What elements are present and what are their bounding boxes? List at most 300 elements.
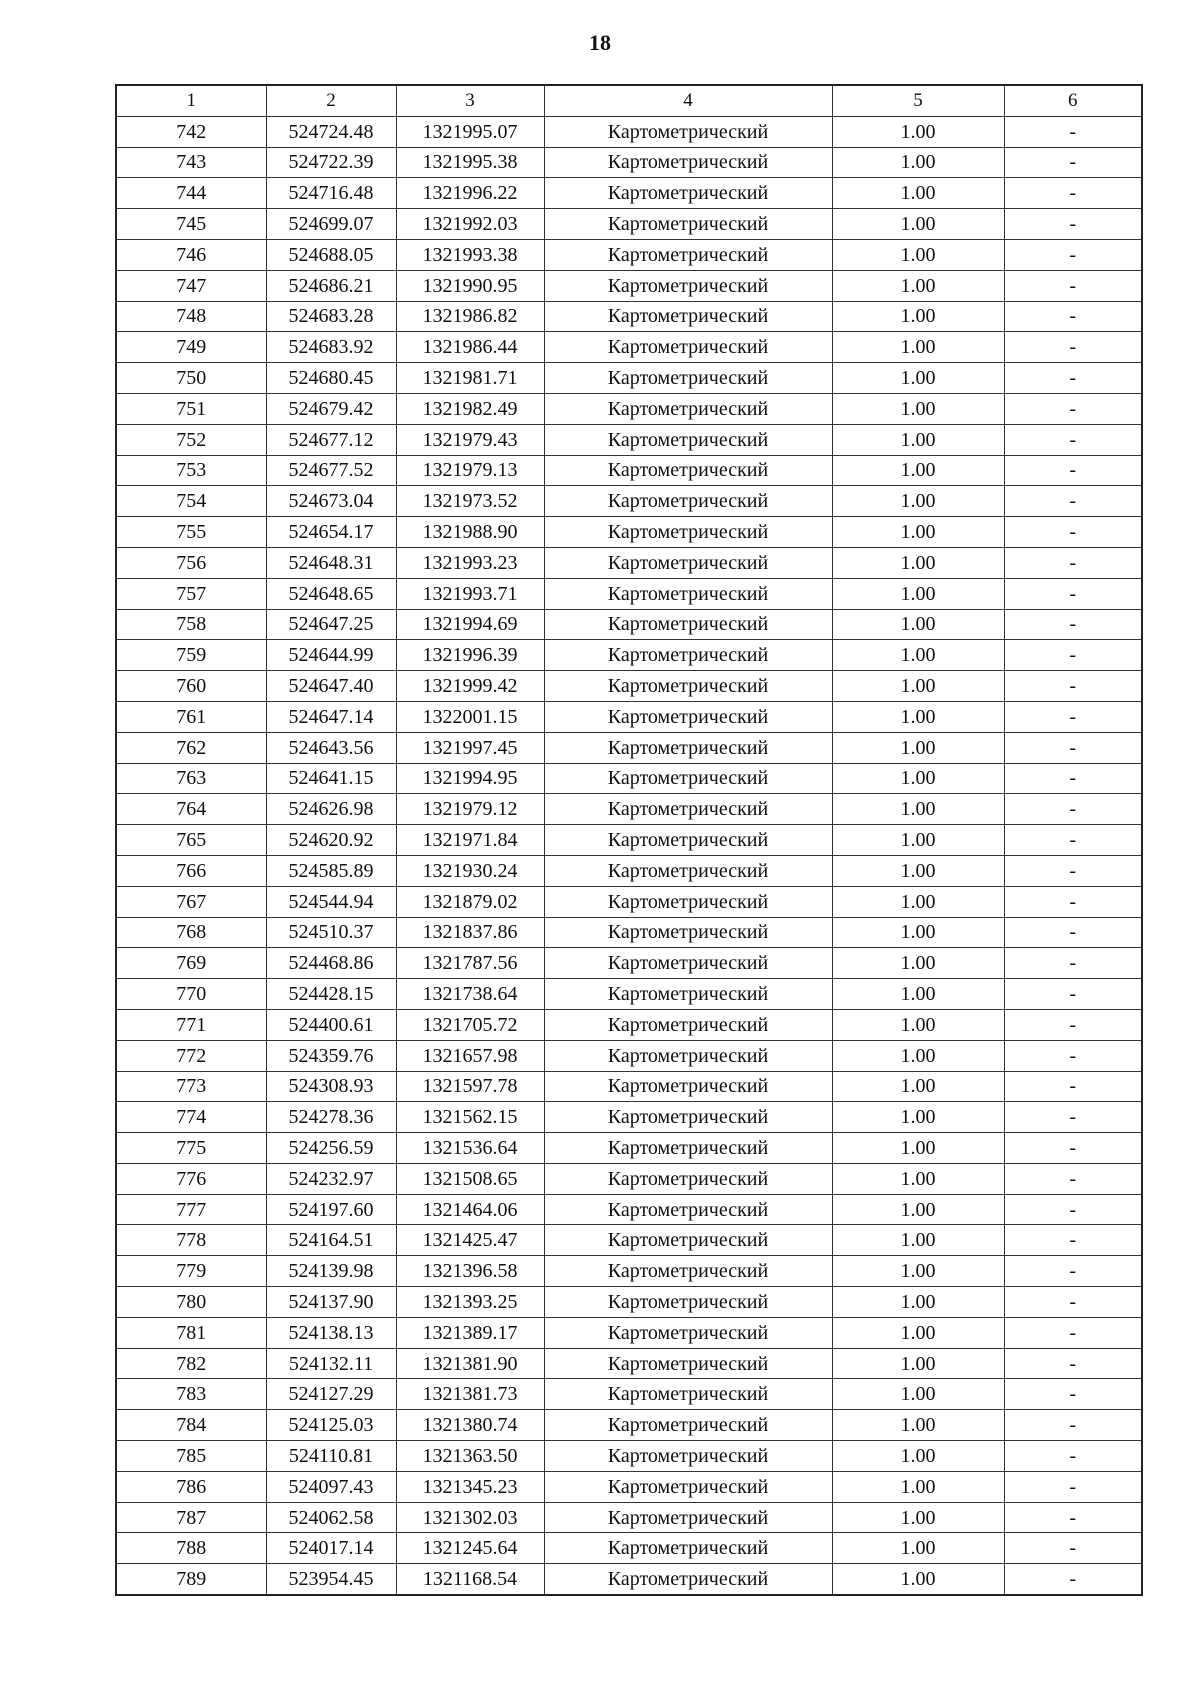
point-number-cell: 785 — [116, 1441, 266, 1472]
table-row — [116, 1533, 1142, 1564]
y-coordinate-cell: 1321302.03 — [396, 1502, 544, 1533]
accuracy-cell: 1.00 — [832, 1102, 1004, 1133]
y-coordinate-cell: 1321988.90 — [396, 517, 544, 548]
table-row — [116, 1317, 1142, 1348]
x-coordinate-cell: 524677.12 — [266, 424, 396, 455]
method-cell: Картометрический — [544, 393, 832, 424]
accuracy-cell: 1.00 — [832, 1564, 1004, 1595]
table-row — [116, 1441, 1142, 1472]
y-coordinate-cell: 1321993.71 — [396, 578, 544, 609]
table-row — [116, 1133, 1142, 1164]
table-row — [116, 486, 1142, 517]
note-cell: - — [1004, 948, 1142, 979]
point-number-cell: 773 — [116, 1071, 266, 1102]
table-row — [116, 1348, 1142, 1379]
table-row — [116, 1163, 1142, 1194]
y-coordinate-cell: 1321597.78 — [396, 1071, 544, 1102]
x-coordinate-cell: 524683.92 — [266, 332, 396, 363]
y-coordinate-cell: 1321979.43 — [396, 424, 544, 455]
point-number-cell: 745 — [116, 209, 266, 240]
table-row — [116, 701, 1142, 732]
table-row — [116, 116, 1142, 147]
x-coordinate-cell: 524647.25 — [266, 609, 396, 640]
note-cell: - — [1004, 547, 1142, 578]
note-cell: - — [1004, 1410, 1142, 1441]
table-row — [116, 671, 1142, 702]
table-row — [116, 578, 1142, 609]
accuracy-cell: 1.00 — [832, 1256, 1004, 1287]
x-coordinate-cell: 524585.89 — [266, 855, 396, 886]
table-row — [116, 332, 1142, 363]
point-number-cell: 784 — [116, 1410, 266, 1441]
point-number-cell: 743 — [116, 147, 266, 178]
point-number-cell: 781 — [116, 1317, 266, 1348]
point-number-cell: 753 — [116, 455, 266, 486]
table-row — [116, 1410, 1142, 1441]
x-coordinate-cell: 524428.15 — [266, 979, 396, 1010]
point-number-cell: 754 — [116, 486, 266, 517]
accuracy-cell: 1.00 — [832, 979, 1004, 1010]
method-cell: Картометрический — [544, 825, 832, 856]
x-coordinate-cell: 524232.97 — [266, 1163, 396, 1194]
page-number: 18 — [589, 30, 611, 55]
x-coordinate-cell: 524648.31 — [266, 547, 396, 578]
accuracy-cell: 1.00 — [832, 732, 1004, 763]
y-coordinate-cell: 1321425.47 — [396, 1225, 544, 1256]
accuracy-cell: 1.00 — [832, 609, 1004, 640]
x-coordinate-cell: 524359.76 — [266, 1040, 396, 1071]
table-row — [116, 1502, 1142, 1533]
table-row — [116, 886, 1142, 917]
method-cell: Картометрический — [544, 1163, 832, 1194]
x-coordinate-cell: 524017.14 — [266, 1533, 396, 1564]
method-cell: Картометрический — [544, 209, 832, 240]
note-cell: - — [1004, 1102, 1142, 1133]
note-cell: - — [1004, 1533, 1142, 1564]
note-cell: - — [1004, 178, 1142, 209]
table-row — [116, 1564, 1142, 1595]
method-cell: Картометрический — [544, 301, 832, 332]
table-row — [116, 517, 1142, 548]
point-number-cell: 748 — [116, 301, 266, 332]
y-coordinate-cell: 1321738.64 — [396, 979, 544, 1010]
note-cell: - — [1004, 1163, 1142, 1194]
x-coordinate-cell: 524647.14 — [266, 701, 396, 732]
accuracy-cell: 1.00 — [832, 1533, 1004, 1564]
method-cell: Картометрический — [544, 578, 832, 609]
table-row — [116, 640, 1142, 671]
y-coordinate-cell: 1321705.72 — [396, 1009, 544, 1040]
accuracy-cell: 1.00 — [832, 1040, 1004, 1071]
point-number-cell: 780 — [116, 1287, 266, 1318]
accuracy-cell: 1.00 — [832, 640, 1004, 671]
accuracy-cell: 1.00 — [832, 1441, 1004, 1472]
method-cell: Картометрический — [544, 701, 832, 732]
point-number-cell: 756 — [116, 547, 266, 578]
point-number-cell: 760 — [116, 671, 266, 702]
table-row — [116, 363, 1142, 394]
note-cell: - — [1004, 424, 1142, 455]
point-number-cell: 772 — [116, 1040, 266, 1071]
table-row — [116, 239, 1142, 270]
point-number-cell: 778 — [116, 1225, 266, 1256]
note-cell: - — [1004, 393, 1142, 424]
x-coordinate-cell: 524308.93 — [266, 1071, 396, 1102]
method-cell: Картометрический — [544, 671, 832, 702]
y-coordinate-cell: 1321508.65 — [396, 1163, 544, 1194]
note-cell: - — [1004, 301, 1142, 332]
table-row — [116, 1071, 1142, 1102]
y-coordinate-cell: 1321971.84 — [396, 825, 544, 856]
table-row — [116, 147, 1142, 178]
note-cell: - — [1004, 1471, 1142, 1502]
y-coordinate-cell: 1321996.22 — [396, 178, 544, 209]
note-cell: - — [1004, 1133, 1142, 1164]
method-cell: Картометрический — [544, 794, 832, 825]
note-cell: - — [1004, 1225, 1142, 1256]
method-cell: Картометрический — [544, 486, 832, 517]
table-row — [116, 1009, 1142, 1040]
table-row — [116, 794, 1142, 825]
point-number-cell: 755 — [116, 517, 266, 548]
y-coordinate-cell: 1321993.23 — [396, 547, 544, 578]
accuracy-cell: 1.00 — [832, 886, 1004, 917]
y-coordinate-cell: 1321363.50 — [396, 1441, 544, 1472]
y-coordinate-cell: 1321879.02 — [396, 886, 544, 917]
point-number-cell: 774 — [116, 1102, 266, 1133]
method-cell: Картометрический — [544, 640, 832, 671]
method-cell: Картометрический — [544, 424, 832, 455]
table-row — [116, 178, 1142, 209]
table-row — [116, 1102, 1142, 1133]
table-row — [116, 609, 1142, 640]
column-header: 3 — [396, 85, 544, 116]
x-coordinate-cell: 524716.48 — [266, 178, 396, 209]
accuracy-cell: 1.00 — [832, 825, 1004, 856]
method-cell: Картометрический — [544, 147, 832, 178]
y-coordinate-cell: 1321393.25 — [396, 1287, 544, 1318]
accuracy-cell: 1.00 — [832, 1410, 1004, 1441]
point-number-cell: 775 — [116, 1133, 266, 1164]
x-coordinate-cell: 524654.17 — [266, 517, 396, 548]
point-number-cell: 758 — [116, 609, 266, 640]
x-coordinate-cell: 524699.07 — [266, 209, 396, 240]
method-cell: Картометрический — [544, 979, 832, 1010]
x-coordinate-cell: 524097.43 — [266, 1471, 396, 1502]
table-row — [116, 1040, 1142, 1071]
accuracy-cell: 1.00 — [832, 1009, 1004, 1040]
column-header: 6 — [1004, 85, 1142, 116]
y-coordinate-cell: 1322001.15 — [396, 701, 544, 732]
method-cell: Картометрический — [544, 363, 832, 394]
point-number-cell: 776 — [116, 1163, 266, 1194]
note-cell: - — [1004, 147, 1142, 178]
point-number-cell: 750 — [116, 363, 266, 394]
x-coordinate-cell: 524125.03 — [266, 1410, 396, 1441]
method-cell: Картометрический — [544, 1133, 832, 1164]
accuracy-cell: 1.00 — [832, 393, 1004, 424]
x-coordinate-cell: 524127.29 — [266, 1379, 396, 1410]
point-number-cell: 782 — [116, 1348, 266, 1379]
accuracy-cell: 1.00 — [832, 455, 1004, 486]
note-cell: - — [1004, 825, 1142, 856]
x-coordinate-cell: 524164.51 — [266, 1225, 396, 1256]
point-number-cell: 779 — [116, 1256, 266, 1287]
x-coordinate-cell: 524647.40 — [266, 671, 396, 702]
note-cell: - — [1004, 578, 1142, 609]
method-cell: Картометрический — [544, 1533, 832, 1564]
note-cell: - — [1004, 794, 1142, 825]
point-number-cell: 789 — [116, 1564, 266, 1595]
y-coordinate-cell: 1321389.17 — [396, 1317, 544, 1348]
method-cell: Картометрический — [544, 732, 832, 763]
method-cell: Картометрический — [544, 1009, 832, 1040]
note-cell: - — [1004, 1502, 1142, 1533]
x-coordinate-cell: 524468.86 — [266, 948, 396, 979]
accuracy-cell: 1.00 — [832, 239, 1004, 270]
x-coordinate-cell: 524680.45 — [266, 363, 396, 394]
accuracy-cell: 1.00 — [832, 363, 1004, 394]
method-cell: Картометрический — [544, 1348, 832, 1379]
method-cell: Картометрический — [544, 1317, 832, 1348]
method-cell: Картометрический — [544, 1441, 832, 1472]
method-cell: Картометрический — [544, 270, 832, 301]
x-coordinate-cell: 524620.92 — [266, 825, 396, 856]
accuracy-cell: 1.00 — [832, 855, 1004, 886]
note-cell: - — [1004, 209, 1142, 240]
accuracy-cell: 1.00 — [832, 1225, 1004, 1256]
x-coordinate-cell: 524722.39 — [266, 147, 396, 178]
point-number-cell: 765 — [116, 825, 266, 856]
x-coordinate-cell: 524683.28 — [266, 301, 396, 332]
accuracy-cell: 1.00 — [832, 424, 1004, 455]
note-cell: - — [1004, 640, 1142, 671]
x-coordinate-cell: 524673.04 — [266, 486, 396, 517]
y-coordinate-cell: 1321837.86 — [396, 917, 544, 948]
point-number-cell: 768 — [116, 917, 266, 948]
x-coordinate-cell: 524256.59 — [266, 1133, 396, 1164]
point-number-cell: 766 — [116, 855, 266, 886]
note-cell: - — [1004, 609, 1142, 640]
note-cell: - — [1004, 917, 1142, 948]
table-row — [116, 763, 1142, 794]
method-cell: Картометрический — [544, 1225, 832, 1256]
table-row — [116, 948, 1142, 979]
accuracy-cell: 1.00 — [832, 948, 1004, 979]
accuracy-cell: 1.00 — [832, 1471, 1004, 1502]
accuracy-cell: 1.00 — [832, 917, 1004, 948]
note-cell: - — [1004, 1348, 1142, 1379]
note-cell: - — [1004, 671, 1142, 702]
accuracy-cell: 1.00 — [832, 301, 1004, 332]
accuracy-cell: 1.00 — [832, 578, 1004, 609]
y-coordinate-cell: 1321464.06 — [396, 1194, 544, 1225]
accuracy-cell: 1.00 — [832, 671, 1004, 702]
accuracy-cell: 1.00 — [832, 1163, 1004, 1194]
note-cell: - — [1004, 855, 1142, 886]
x-coordinate-cell: 524510.37 — [266, 917, 396, 948]
accuracy-cell: 1.00 — [832, 270, 1004, 301]
accuracy-cell: 1.00 — [832, 1379, 1004, 1410]
column-header: 1 — [116, 85, 266, 116]
note-cell: - — [1004, 1564, 1142, 1595]
y-coordinate-cell: 1321990.95 — [396, 270, 544, 301]
note-cell: - — [1004, 1071, 1142, 1102]
note-cell: - — [1004, 1287, 1142, 1318]
note-cell: - — [1004, 270, 1142, 301]
x-coordinate-cell: 524643.56 — [266, 732, 396, 763]
table-row — [116, 270, 1142, 301]
accuracy-cell: 1.00 — [832, 701, 1004, 732]
method-cell: Картометрический — [544, 1256, 832, 1287]
note-cell: - — [1004, 363, 1142, 394]
y-coordinate-cell: 1321986.44 — [396, 332, 544, 363]
table-body — [116, 116, 1142, 1595]
y-coordinate-cell: 1321536.64 — [396, 1133, 544, 1164]
point-number-cell: 770 — [116, 979, 266, 1010]
x-coordinate-cell: 524686.21 — [266, 270, 396, 301]
note-cell: - — [1004, 332, 1142, 363]
accuracy-cell: 1.00 — [832, 763, 1004, 794]
x-coordinate-cell: 524062.58 — [266, 1502, 396, 1533]
y-coordinate-cell: 1321986.82 — [396, 301, 544, 332]
accuracy-cell: 1.00 — [832, 147, 1004, 178]
note-cell: - — [1004, 239, 1142, 270]
note-cell: - — [1004, 1441, 1142, 1472]
point-number-cell: 751 — [116, 393, 266, 424]
method-cell: Картометрический — [544, 1471, 832, 1502]
method-cell: Картометрический — [544, 1040, 832, 1071]
point-number-cell: 761 — [116, 701, 266, 732]
point-number-cell: 786 — [116, 1471, 266, 1502]
x-coordinate-cell: 524644.99 — [266, 640, 396, 671]
table-row — [116, 1194, 1142, 1225]
y-coordinate-cell: 1321981.71 — [396, 363, 544, 394]
x-coordinate-cell: 524137.90 — [266, 1287, 396, 1318]
y-coordinate-cell: 1321992.03 — [396, 209, 544, 240]
accuracy-cell: 1.00 — [832, 1071, 1004, 1102]
method-cell: Картометрический — [544, 1102, 832, 1133]
note-cell: - — [1004, 1379, 1142, 1410]
method-cell: Картометрический — [544, 1287, 832, 1318]
x-coordinate-cell: 524400.61 — [266, 1009, 396, 1040]
method-cell: Картометрический — [544, 1502, 832, 1533]
method-cell: Картометрический — [544, 763, 832, 794]
method-cell: Картометрический — [544, 1071, 832, 1102]
table-row — [116, 455, 1142, 486]
note-cell: - — [1004, 1194, 1142, 1225]
point-number-cell: 787 — [116, 1502, 266, 1533]
accuracy-cell: 1.00 — [832, 1194, 1004, 1225]
accuracy-cell: 1.00 — [832, 794, 1004, 825]
method-cell: Картометрический — [544, 455, 832, 486]
table-row — [116, 917, 1142, 948]
point-number-cell: 769 — [116, 948, 266, 979]
accuracy-cell: 1.00 — [832, 209, 1004, 240]
method-cell: Картометрический — [544, 855, 832, 886]
y-coordinate-cell: 1321994.69 — [396, 609, 544, 640]
point-number-cell: 757 — [116, 578, 266, 609]
column-header: 4 — [544, 85, 832, 116]
y-coordinate-cell: 1321979.13 — [396, 455, 544, 486]
point-number-cell: 752 — [116, 424, 266, 455]
method-cell: Картометрический — [544, 116, 832, 147]
note-cell: - — [1004, 455, 1142, 486]
note-cell: - — [1004, 979, 1142, 1010]
x-coordinate-cell: 524648.65 — [266, 578, 396, 609]
accuracy-cell: 1.00 — [832, 1317, 1004, 1348]
table-header-row — [116, 85, 1142, 116]
table-row — [116, 1225, 1142, 1256]
accuracy-cell: 1.00 — [832, 1502, 1004, 1533]
y-coordinate-cell: 1321396.58 — [396, 1256, 544, 1287]
point-number-cell: 788 — [116, 1533, 266, 1564]
table-row — [116, 1379, 1142, 1410]
note-cell: - — [1004, 763, 1142, 794]
accuracy-cell: 1.00 — [832, 178, 1004, 209]
table-row — [116, 424, 1142, 455]
y-coordinate-cell: 1321999.42 — [396, 671, 544, 702]
point-number-cell: 759 — [116, 640, 266, 671]
point-number-cell: 744 — [116, 178, 266, 209]
accuracy-cell: 1.00 — [832, 332, 1004, 363]
y-coordinate-cell: 1321787.56 — [396, 948, 544, 979]
y-coordinate-cell: 1321995.07 — [396, 116, 544, 147]
note-cell: - — [1004, 1317, 1142, 1348]
point-number-cell: 762 — [116, 732, 266, 763]
accuracy-cell: 1.00 — [832, 547, 1004, 578]
x-coordinate-cell: 524139.98 — [266, 1256, 396, 1287]
x-coordinate-cell: 524641.15 — [266, 763, 396, 794]
note-cell: - — [1004, 732, 1142, 763]
x-coordinate-cell: 524110.81 — [266, 1441, 396, 1472]
method-cell: Картометрический — [544, 609, 832, 640]
point-number-cell: 763 — [116, 763, 266, 794]
note-cell: - — [1004, 886, 1142, 917]
x-coordinate-cell: 524724.48 — [266, 116, 396, 147]
y-coordinate-cell: 1321982.49 — [396, 393, 544, 424]
column-header: 5 — [832, 85, 1004, 116]
note-cell: - — [1004, 1009, 1142, 1040]
table-row — [116, 732, 1142, 763]
note-cell: - — [1004, 1256, 1142, 1287]
table-row — [116, 301, 1142, 332]
y-coordinate-cell: 1321995.38 — [396, 147, 544, 178]
x-coordinate-cell: 524544.94 — [266, 886, 396, 917]
note-cell: - — [1004, 701, 1142, 732]
y-coordinate-cell: 1321997.45 — [396, 732, 544, 763]
table-row — [116, 547, 1142, 578]
y-coordinate-cell: 1321381.73 — [396, 1379, 544, 1410]
table-row — [116, 1471, 1142, 1502]
point-number-cell: 767 — [116, 886, 266, 917]
point-number-cell: 749 — [116, 332, 266, 363]
y-coordinate-cell: 1321562.15 — [396, 1102, 544, 1133]
method-cell: Картометрический — [544, 1194, 832, 1225]
y-coordinate-cell: 1321979.12 — [396, 794, 544, 825]
point-number-cell: 783 — [116, 1379, 266, 1410]
y-coordinate-cell: 1321973.52 — [396, 486, 544, 517]
table-row — [116, 1287, 1142, 1318]
method-cell: Картометрический — [544, 178, 832, 209]
coordinates-table — [115, 84, 1143, 1596]
point-number-cell: 771 — [116, 1009, 266, 1040]
note-cell: - — [1004, 1040, 1142, 1071]
y-coordinate-cell: 1321994.95 — [396, 763, 544, 794]
x-coordinate-cell: 524677.52 — [266, 455, 396, 486]
method-cell: Картометрический — [544, 547, 832, 578]
table-row — [116, 1256, 1142, 1287]
